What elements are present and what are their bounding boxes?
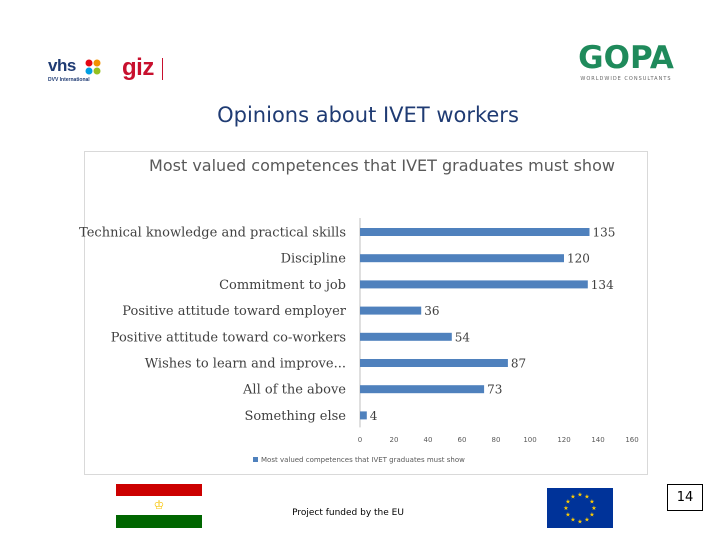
category-label: Positive attitude toward employer — [122, 304, 346, 320]
category-label: Discipline — [280, 251, 346, 267]
svg-text:★: ★ — [577, 518, 583, 526]
bar — [360, 280, 588, 288]
bar — [360, 228, 590, 236]
eu-flag-icon — [547, 488, 613, 528]
x-tick-label: 160 — [625, 436, 639, 444]
page-number: 14 — [667, 484, 703, 511]
bar — [360, 254, 564, 262]
bar — [360, 307, 421, 315]
category-label: Something else — [244, 408, 346, 424]
bar — [360, 333, 452, 341]
flag-green-stripe — [116, 515, 202, 528]
x-tick-label: 20 — [389, 436, 399, 444]
chart-title: Most valued competences that IVET graduates must show — [149, 156, 615, 175]
data-label: 134 — [590, 277, 614, 292]
svg-text:★: ★ — [577, 491, 583, 499]
svg-text:★: ★ — [591, 505, 597, 512]
flag-red-stripe — [116, 484, 202, 496]
gopa-logo-subtitle: WORLDWIDE CONSULTANTS — [580, 76, 672, 82]
svg-text:★: ★ — [589, 498, 595, 506]
vhs-logo-subtitle: DVV International — [48, 77, 90, 83]
bar — [360, 385, 484, 393]
slide-title: Opinions about IVET workers — [217, 103, 519, 127]
data-label: 73 — [487, 382, 503, 397]
giz-logo-text: giz — [122, 54, 154, 81]
bar — [360, 411, 367, 419]
category-label: Technical knowledge and practical skills — [79, 225, 346, 241]
x-tick-label: 140 — [591, 436, 605, 444]
svg-text:★: ★ — [570, 493, 576, 501]
data-label: 120 — [567, 251, 590, 266]
x-tick-label: 120 — [557, 436, 571, 444]
bar — [360, 359, 508, 367]
svg-text:★: ★ — [584, 493, 590, 501]
flag-white-stripe — [116, 496, 202, 515]
data-label: 4 — [369, 408, 378, 423]
svg-text:★: ★ — [570, 516, 576, 524]
svg-text:★: ★ — [565, 498, 571, 506]
category-label: Commitment to job — [219, 277, 346, 293]
svg-text:★: ★ — [584, 516, 590, 524]
x-tick-label: 80 — [491, 436, 501, 444]
legend-label: Most valued competences that IVET graduates must show — [261, 456, 465, 464]
funding-note: Project funded by the EU — [292, 508, 404, 518]
x-tick-label: 100 — [523, 436, 537, 444]
category-label: Wishes to learn and improve... — [144, 356, 346, 372]
svg-text:★: ★ — [589, 511, 595, 519]
data-label: 54 — [454, 330, 471, 345]
category-label: All of the above — [243, 382, 346, 398]
vhs-logo-text: vhs — [48, 56, 76, 75]
gopa-logo-text: GOPA — [578, 40, 674, 76]
data-label: 87 — [510, 356, 527, 371]
data-label: 135 — [592, 225, 616, 240]
x-tick-label: 60 — [457, 436, 467, 444]
x-tick-label: 40 — [423, 436, 433, 444]
svg-text:★: ★ — [563, 505, 569, 512]
category-label: Positive attitude toward co-workers — [110, 330, 346, 346]
data-label: 36 — [424, 304, 440, 319]
svg-text:★: ★ — [565, 511, 571, 519]
x-tick-label: 0 — [357, 436, 363, 444]
crown-icon: ♔ — [153, 498, 165, 512]
tajikistan-flag — [116, 484, 202, 528]
legend-swatch — [253, 457, 258, 462]
